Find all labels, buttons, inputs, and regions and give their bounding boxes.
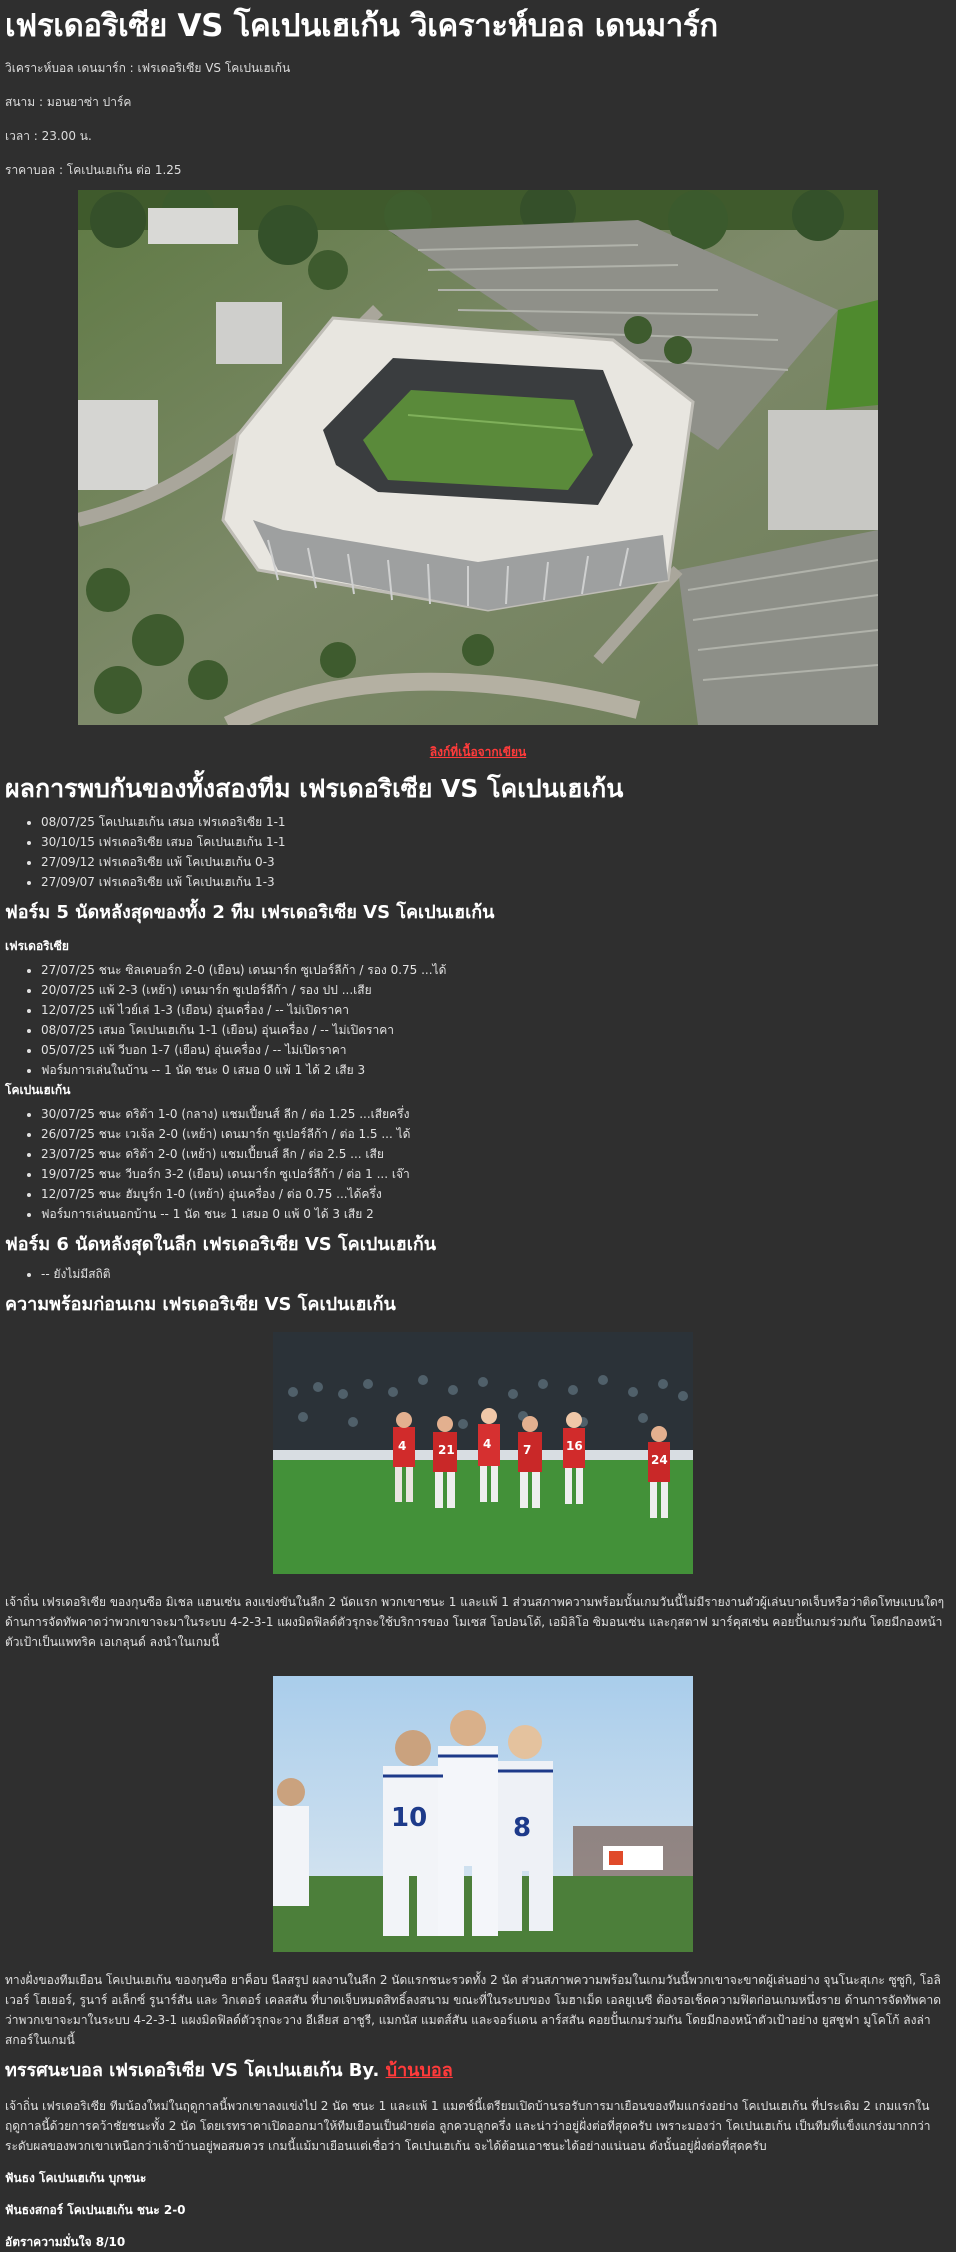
verdict-text: เจ้าถิ่น เฟรเดอริเซีย ทีมน้องใหม่ในฤดูกาลนี้พวกเขาลงแข่งไป 2 นัด ชนะ 1 และแพ้ 1 แมตช์นี้เตรียมเปิดบ้านรอรับการมาเยือนของทีมแกร่งอย่าง โคเปนเฮเก้น ที่ประเดิม 2 เกมแรกในฤดูกาลนี้ด้วยการคว้าชัยชนะทั้ง 2 นัด โดยเรทราคาเปิดออกมาให้ทีมเยือนเป็นฝ่ายต่อ ลูกควบลูกครึ่ง และน่าว่าอยู่ฝั่งต่อที่สุดครับ เพราะมองว่า โคเปนเฮเก้น เป็นทีมที่แข็งแกร่งมากกว่า ระดับผลของพวกเขาเหนือกว่าเจ้าบ้านอยู่พอสมควร เกมนี้แม้มาเยือนแต่เชื่อว่า โคเปนเฮเก้น จะได้ต้อนเอาชนะได้อย่างแน่นอน ดังนั้นอยู่ฝั่งต่อที่สุดครับ [5, 2099, 931, 2153]
list-item: • 08/07/25 โคเปนเฮเก้น เสมอ เฟรเดอริเซีย 1-1 [41, 812, 951, 832]
meta-stadium: สนาม : มอนยาซ่า ปาร์ค [5, 95, 132, 109]
away-team-label: โคเปนเฮเก้น [5, 1083, 71, 1097]
svg-text:24: 24 [651, 1453, 668, 1467]
home-team-label: เฟรเดอริเซีย [5, 939, 69, 953]
list-item: • 20/07/25 แพ้ 2-3 (เหย้า) เดนมาร์ก ซูเปอร์ลีก้า / รอง ปป ...เสีย [41, 980, 951, 1000]
source-credit-link[interactable]: ลิงก์ที่เนื้อจากเขียน [429, 745, 527, 759]
list-item: • 12/07/25 ชนะ ฮัมบูร์ก 1-0 (เหย้า) อุ่นเครื่อง / ต่อ 0.75 ...ได้ครึ่ง [41, 1184, 951, 1204]
readiness-heading: ความพร้อมก่อนเกม เฟรเดอริเซีย VS โคเปนเฮเก้น [5, 1294, 396, 1315]
h2h-heading: ผลการพบกันของทั้งสองทีม เฟรเดอริเซีย VS โคเปนเฮเก้น [5, 774, 624, 803]
form5-heading: ฟอร์ม 5 นัดหลังสุดของทั้ง 2 ทีม เฟรเดอริเซีย VS โคเปนเฮเก้น [5, 902, 495, 923]
list-item: • ฟอร์มการเล่นนอกบ้าน -- 1 นัด ชนะ 1 เสมอ 0 แพ้ 0 ได้ 3 เสีย 2 [41, 1204, 951, 1224]
verdict-pick: ฟันธง โคเปนเฮเก้น บุกชนะ [5, 2171, 147, 2185]
home-team-celebration-photo [273, 1332, 693, 1574]
meta-time: เวลา : 23.00 น. [5, 129, 92, 143]
list-item: • 08/07/25 เสมอ โคเปนเฮเก้น 1-1 (เยือน) อุ่นเครื่อง / -- ไม่เปิดราคา [41, 1020, 951, 1040]
svg-text:8: 8 [513, 1813, 532, 1843]
meta-league: วิเคราะห์บอล เดนมาร์ก : เฟรเดอริเซีย VS โคเปนเฮเก้น [5, 61, 291, 75]
list-item: • ฟอร์มการเล่นในบ้าน -- 1 นัด ชนะ 0 เสมอ 0 แพ้ 1 ได้ 2 เสีย 3 [41, 1060, 951, 1080]
list-item: • 23/07/25 ชนะ ดริต้า 2-0 (เหย้า) แชมเปี้ยนส์ ลีก / ต่อ 2.5 ... เสีย [41, 1144, 951, 1164]
svg-text:7: 7 [523, 1443, 532, 1457]
svg-text:21: 21 [438, 1443, 455, 1457]
away-team-celebration-photo [273, 1676, 693, 1952]
svg-text:4: 4 [483, 1437, 492, 1451]
svg-text:16: 16 [566, 1439, 583, 1453]
home-form-list [5, 960, 951, 1080]
verdict-heading-text: ทรรศนะบอล เฟรเดอริเซีย VS โคเปนเฮเก้น By. [5, 2060, 380, 2081]
list-item: • 27/07/25 ชนะ ซิลเคบอร์ก 2-0 (เยือน) เดนมาร์ก ซูเปอร์ลีก้า / รอง 0.75 ...ได้ [41, 960, 951, 980]
list-item: • 05/07/25 แพ้ วีบอก 1-7 (เยือน) อุ่นเครื่อง / -- ไม่เปิดราคา [41, 1040, 951, 1060]
stadium-aerial-photo [78, 190, 878, 725]
away-readiness-text: ทางฝั่งของทีมเยือน โคเปนเฮเก้น ของกุนซือ ยาค็อบ นีลสรูป ผลงานในลีก 2 นัดแรกชนะรวดทั้ง 2 นัด ส่วนสภาพความพร้อมในเกมวันนี้พวกเขาจะขาดผู้เล่นอย่าง จุนโนะสุเกะ ซูซูกิ, โอลิเวอร์ โฮเยอร์, รูนาร์ อเล็กซ์ รูนาร์สัน และ วิกเตอร์ เคลสสัน ที่บาดเจ็บหมดสิทธิ์ลงสนาม ขณะที่ในระบบของ โมฮาเม็ด เอลยูเนซี ต้องรอเช็คความฟิตก่อนเกมหนึ่งราย ด้านการจัดทัพคาดว่าพวกเขาจะมาในระบบ 4-2-3-1 แผงมิดฟิลด์ตัวรุกจะวาง อีเลียส อาชูรี, แมกนัส แมตส์สัน และจอร์แดน ลาร์สสัน คอยปั้นเกมร่วมกัน โดยมีกองหน้าตัวเป้าอย่าง ยูสซูฟา มูโคโก้ ลงล่าสกอร์ในเกมนี้ [5, 1973, 942, 2047]
away-form-list [5, 1104, 951, 1224]
list-item: • 12/07/25 แพ้ ไวย์เล่ 1-3 (เยือน) อุ่นเครื่อง / -- ไม่เปิดราคา [41, 1000, 951, 1020]
form6-heading: ฟอร์ม 6 นัดหลังสุดในลีก เฟรเดอริเซีย VS โคเปนเฮเก้น [5, 1234, 437, 1255]
list-item: • 30/07/25 ชนะ ดริต้า 1-0 (กลาง) แชมเปี้ยนส์ ลีก / ต่อ 1.25 ...เสียครึ่ง [41, 1104, 951, 1124]
list-item: • -- ยังไม่มีสถิติ [41, 1264, 951, 1284]
verdict-heading [5, 2058, 951, 2084]
list-item: • 27/09/12 เฟรเดอริเซีย แพ้ โคเปนเฮเก้น 0-3 [41, 852, 951, 872]
list-item: • 27/09/07 เฟรเดอริเซีย แพ้ โคเปนเฮเก้น 1-3 [41, 872, 951, 892]
list-item: • 26/07/25 ชนะ เวเจ้ล 2-0 (เหย้า) เดนมาร์ก ซูเปอร์ลีก้า / ต่อ 1.5 ... ได้ [41, 1124, 951, 1144]
verdict-confidence: อัตราความมั่นใจ 8/10 [5, 2235, 126, 2249]
source-credit [5, 744, 951, 760]
list-item: • 30/10/15 เฟรเดอริเซีย เสมอ โคเปนเฮเก้น 1-1 [41, 832, 951, 852]
svg-text:4: 4 [398, 1439, 407, 1453]
h2h-list [5, 812, 951, 892]
list-item: • 19/07/25 ชนะ วีบอร์ก 3-2 (เยือน) เดนมาร์ก ซูเปอร์ลีก้า / ต่อ 1 ... เจ๊า [41, 1164, 951, 1184]
verdict-score: ฟันธงสกอร์ โคเปนเฮเก้น ชนะ 2-0 [5, 2203, 186, 2217]
verdict-author-link[interactable]: บ้านบอล [385, 2060, 453, 2081]
form6-list [5, 1264, 951, 1284]
page-title: เฟรเดอริเซีย VS โคเปนเฮเก้น วิเคราะห์บอล เดนมาร์ก [5, 8, 718, 44]
home-readiness-text: เจ้าถิ่น เฟรเดอริเซีย ของกุนซือ มิเชล แฮนเซ่น ลงแข่งขันในลีก 2 นัดแรก พวกเขาชนะ 1 และแพ้ 1 ส่วนสภาพความพร้อมนั้นเกมวันนี้ไม่มีรายงานตัวผู้เล่นบาดเจ็บหรือว่าติดโทษแบนใดๆ ด้านการจัดทัพคาดว่าพวกเขาจะมาในระบบ 4-2-3-1 แผงมิดฟิลด์ตัวรุกจะใช้บริการของ โมเซส โอปอนโด้, เอมิลิโอ ซิมอนเซ่น และกุสตาฟ มาร์คุสเซ่น คอยปั้นเกมร่วมกัน โดยมีกองหน้าตัวเป้าเป็นแพทริค เอเกลุนด์ ลงนำในเกมนี้ [5, 1595, 945, 1649]
meta-odds: ราคาบอล : โคเปนเฮเก้น ต่อ 1.25 [5, 163, 182, 177]
svg-text:10: 10 [391, 1803, 428, 1833]
